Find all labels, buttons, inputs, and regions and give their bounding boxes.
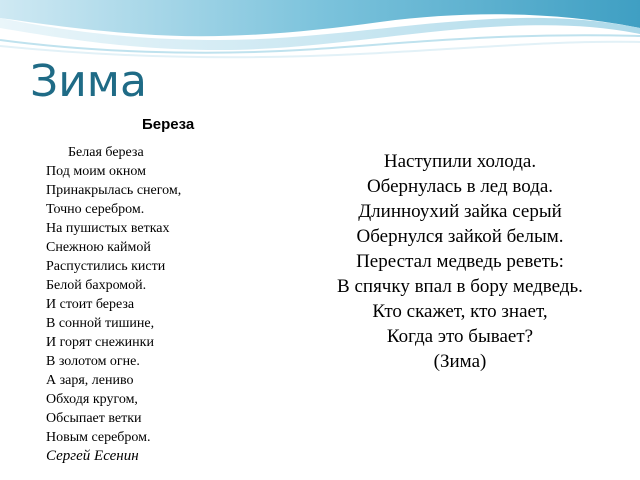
poem-line: В сонной тишине,: [46, 316, 155, 331]
riddle-line: Наступили холода.: [383, 151, 537, 172]
riddle-line: В спячку впал в бору медведь.: [337, 276, 583, 297]
poem-line: Белой бахромой.: [46, 278, 147, 293]
riddle-line: Обернулась в лед вода.: [366, 176, 554, 197]
poem-line: Под моим окном: [46, 164, 146, 179]
riddle-line: Длинноухий зайка серый: [358, 201, 562, 222]
poem-line: Белая береза: [68, 145, 144, 160]
riddle-line: Кто скажет, кто знает,: [372, 301, 548, 322]
poem-line: В золотом огне.: [46, 354, 140, 369]
poem-line: На пушистых ветках: [46, 221, 170, 236]
decorative-wave-banner: [0, 0, 640, 60]
poem-line: Распустились кисти: [46, 259, 166, 274]
riddle-text: [330, 149, 590, 374]
poem-line: Точно серебром.: [46, 202, 145, 217]
poem-line: Обсыпает ветки: [46, 411, 142, 426]
poem-author: Сергей Есенин: [46, 448, 139, 464]
riddle-line: Обернулся зайкой белым.: [356, 226, 564, 247]
poem-title: Береза: [142, 116, 195, 133]
slide-title: Зима: [30, 56, 147, 107]
poem-line: А заря, лениво: [46, 373, 134, 388]
poem-line: Новым серебром.: [46, 430, 151, 445]
riddle-line: Когда это бывает?: [386, 326, 534, 347]
poem-line: Снежною каймой: [46, 240, 151, 255]
poem-text: [46, 143, 181, 466]
poem-line: Принакрылась снегом,: [46, 183, 182, 198]
riddle-line: Перестал медведь реветь:: [356, 251, 564, 272]
riddle-answer: (Зима): [433, 351, 487, 372]
poem-line: И стоит береза: [46, 297, 135, 312]
poem-line: Обходя кругом,: [46, 392, 138, 407]
poem-line: И горят снежинки: [46, 335, 154, 350]
